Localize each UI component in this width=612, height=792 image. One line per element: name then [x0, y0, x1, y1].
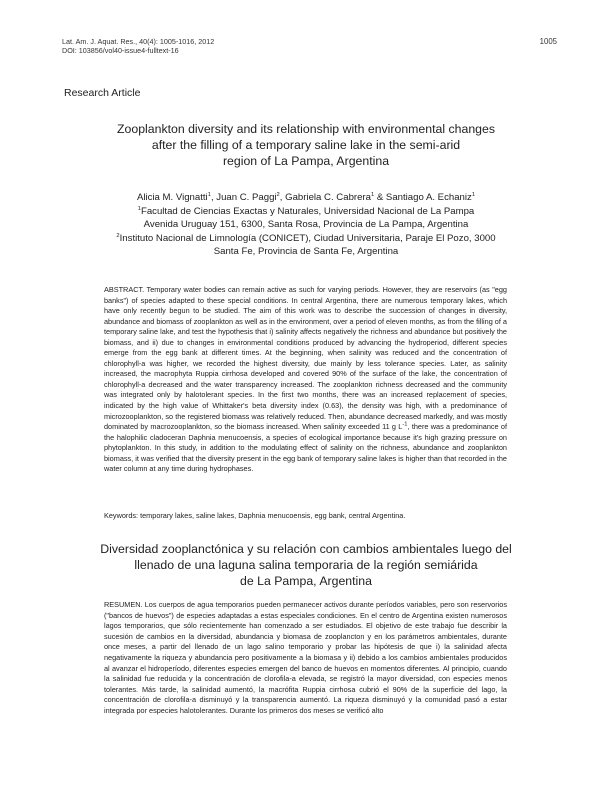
- unit-superscript: -1: [402, 421, 408, 428]
- title-line: Zooplankton diversity and its relationship with environmental changes: [117, 122, 495, 136]
- affiliation-2-address: Santa Fe, Provincia de Santa Fe, Argentina: [213, 246, 399, 257]
- abstract-text-continued: , there was a predominance of the halophilic cladoceran Daphnia menucoensis, a species of ecological importance because it's high grazing pressure on phytoplankton. In this study, in addition to the modulating effect of salinity on the richness, abundance and zooplankton biomass, it was verified that the diversity present in the egg bank of temporary saline lakes is higher than that recorded in the water column at any time during hydrophases.: [104, 422, 507, 474]
- title-line: Diversidad zooplanctónica y su relación con cambios ambientales luego del: [100, 542, 512, 556]
- doi: DOI: 103856/vol40-issue4-fulltext-16: [62, 46, 179, 55]
- section-label: Research Article: [64, 87, 141, 99]
- affiliation-1-address: Avenida Uruguay 151, 6300, Santa Rosa, Provincia de La Pampa, Argentina: [143, 219, 469, 230]
- affiliation-1: $^1$Facultad de Ciencias Exactas y Naturales, Universidad Nacional de La Pampa: [137, 205, 475, 217]
- affiliation-2: $^2$Instituto Nacional de Limnología (CONICET), Ciudad Universitaria, Paraje El Pozo, 3000: [116, 232, 496, 244]
- abstract-text: ABSTRACT. Temporary water bodies can remain active as such for varying periods. However, they are reservoirs (as "egg banks") of species adapted to these special conditions. In central Argentina, there are numerous temporary lakes, which have only recently begun to be studied. The aim of this work was to describe the succession of changes in diversity, abundance and biomass of zooplankton as well as in the environment, over a period of eleven months, as from the filling of a temporary saline lake, and test the hypothesis that i) salinity affects negatively the richness and abundance but positively the biomass, and ii) due to changes in environmental conditions produced by advancing the hydroperiod, different species emerge from the egg bank at different times. At the beginning, when salinity was reduced and the concentration of chlorophyll-a was higher, we recorded the highest diversity, due mainly by less tolerance species. Later, as salinity increased, the macrophyta Ruppia cirrhosa developed and covered 90% of the surface of the lake, the concentration of chlorophyll-a decreased and the water transparency increased. The zooplankton richness decreased and the community was integrated only by halotolerant species. In the first two months, there was an increased replacement of species, indicated by the high value of Whittaker's beta diversity index (0.63), the density was high, with a predominance of microzooplankton, so the registered biomass was relatively reduced. Then, abundance decreased markedly, and was mostly dominated by macrozooplankton, so the biomass increased. When salinity exceeded 11 g L: [104, 285, 507, 432]
- keywords: Keywords: temporary lakes, saline lakes, Daphnia menucoensis, egg bank, central Argentina.: [104, 511, 406, 520]
- author-block: [60, 191, 552, 259]
- running-header: [62, 37, 214, 55]
- title-line: region of La Pampa, Argentina: [222, 154, 390, 168]
- journal-citation: Lat. Am. J. Aquat. Res., 40(4): 1005-1016, 2012: [62, 37, 215, 46]
- title-line: de La Pampa, Argentina: [240, 574, 372, 588]
- author-list: Alicia M. Vignatti$^1$, Juan C. Paggi$^2$, Gabriela C. Cabrera$^1$ & Santiago A. Echaniz$^1$: [136, 191, 476, 203]
- title-spanish: [60, 541, 552, 589]
- abstract: [104, 285, 507, 475]
- resumen: RESUMEN. Los cuerpos de agua temporarios pueden permanecer activos durante períodos variables, pero son reservorios ("bancos de huevos") de especies adaptadas a estas especiales condiciones. En el centro de Argentina existen numerosos lagos temporarios, que sólo recientemente han comenzado a ser estudiados. El objetivo de este trabajo fue describir la sucesión de cambios en la diversidad, abundancia y biomasa de zooplancton y en los parámetros ambientales, durante once meses, a partir del llenado de un lago salino temporario y probar las hipótesis de que i) la salinidad afecta negativamente la riqueza y abundancia pero positivamente a la biomasa y ii) debido a los cambios ambientales producidos al avanzar el hidroperíodo, diferentes especies emergen del banco de huevos en momentos diferentes. Al principio, cuando la salinidad fue reducida y la concentración de clorofila-a elevada, se registró la mayor diversidad, con especies menos tolerantes. Más tarde, la salinidad aumentó, la macrófita Ruppia cirrhosa cubrió el 90% de la superficie del lago, la concentración de clorofila-a disminuyó y la transparencia aumentó. La riqueza disminuyó y la comunidad pasó a estar integrada por especies halotolerantes. Durante los primeros dos meses se verificó alto: [104, 600, 507, 715]
- title-line: after the filling of a temporary saline lake in the semi-arid: [151, 138, 461, 152]
- page-number: 1005: [539, 37, 557, 46]
- title-english: [60, 121, 552, 169]
- title-line: llenado de una laguna salina temporaria de la región semiárida: [134, 558, 478, 572]
